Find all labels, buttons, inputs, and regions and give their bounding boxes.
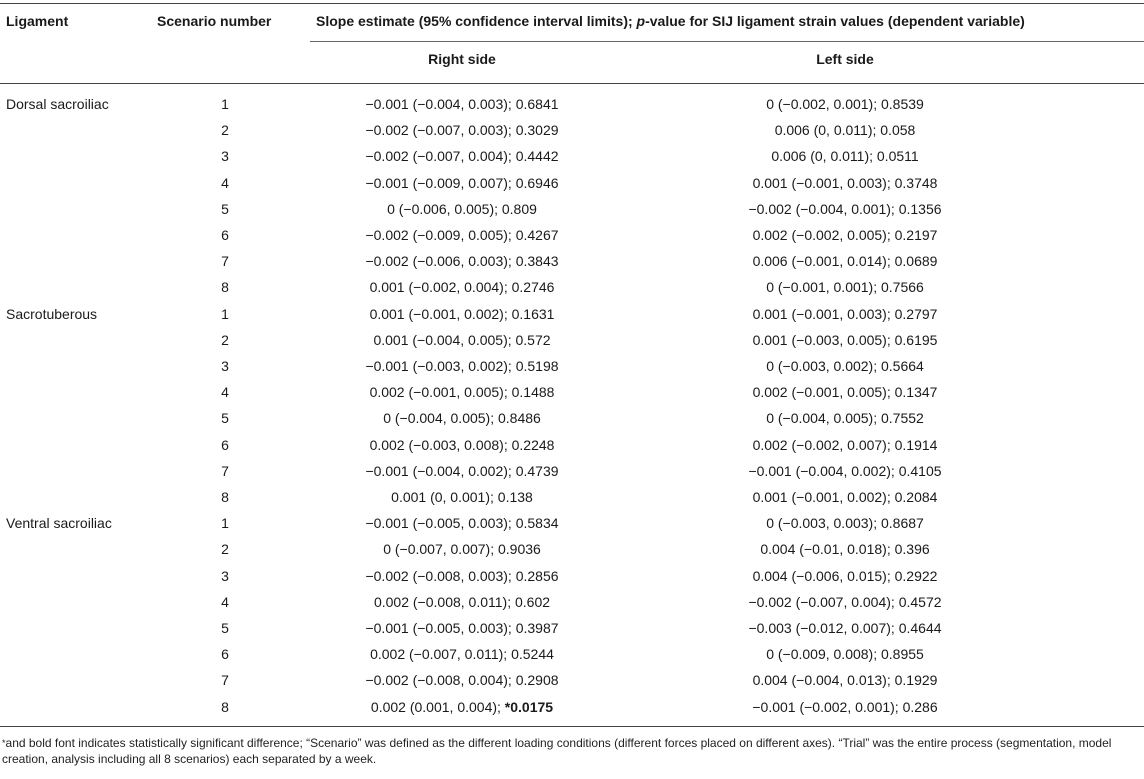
left-side-value: 0.004 (−0.004, 0.013); 0.1929 <box>752 672 938 688</box>
scenario-number: 4 <box>221 384 229 400</box>
right-side-value: −0.002 (−0.009, 0.005); 0.4267 <box>365 227 559 243</box>
scenario-number: 3 <box>221 568 229 584</box>
right-side-value: 0.002 (0.001, 0.004); *0.0175 <box>370 699 554 715</box>
right-side-value: 0.002 (−0.001, 0.005); 0.1488 <box>369 384 555 400</box>
right-side-value: 0.002 (−0.003, 0.008); 0.2248 <box>369 437 555 453</box>
header-rule <box>0 83 1144 84</box>
left-side-value: 0.002 (−0.002, 0.007); 0.1914 <box>752 437 938 453</box>
scenario-number: 7 <box>221 463 229 479</box>
scenario-number: 5 <box>221 201 229 217</box>
left-side-value: 0 (−0.001, 0.001); 0.7566 <box>766 279 924 295</box>
right-side-value: 0.002 (−0.008, 0.011); 0.602 <box>373 594 551 610</box>
left-side-value: 0.001 (−0.001, 0.003); 0.2797 <box>752 306 938 322</box>
scenario-number: 8 <box>221 699 229 715</box>
scenario-number: 5 <box>221 410 229 426</box>
ligament-name: Dorsal sacroiliac <box>6 96 109 112</box>
header-scenario: Scenario number <box>157 13 272 29</box>
left-side-value: −0.001 (−0.002, 0.001); 0.286 <box>752 699 938 715</box>
left-side-value: −0.003 (−0.012, 0.007); 0.4644 <box>748 620 942 636</box>
left-side-value: 0 (−0.003, 0.002); 0.5664 <box>766 358 924 374</box>
left-side-value: −0.001 (−0.004, 0.002); 0.4105 <box>748 463 942 479</box>
footnote <box>2 735 1140 767</box>
scenario-number: 3 <box>221 358 229 374</box>
right-side-value: 0.001 (−0.001, 0.002); 0.1631 <box>369 306 555 322</box>
right-side-value: 0.001 (0, 0.001); 0.138 <box>391 489 533 505</box>
right-side-value: −0.002 (−0.007, 0.004); 0.4442 <box>365 148 559 164</box>
right-side-value: −0.002 (−0.007, 0.003); 0.3029 <box>365 122 559 138</box>
scenario-number: 6 <box>221 437 229 453</box>
footnote-text: and bold font indicates statistically significant difference; “Scenario” was defined as the different loading conditions (different forces placed on different axes). “Trial” was the entire process (segmentation, model creation, analysis including all 8 scenarios) each separated by a week. <box>2 736 1112 766</box>
right-side-value: −0.002 (−0.008, 0.003); 0.2856 <box>365 568 559 584</box>
scenario-number: 5 <box>221 620 229 636</box>
left-side-value: 0 (−0.003, 0.003); 0.8687 <box>766 515 924 531</box>
scenario-number: 1 <box>221 515 229 531</box>
scenario-number: 3 <box>221 148 229 164</box>
right-side-value: 0.001 (−0.004, 0.005); 0.572 <box>373 332 551 348</box>
top-rule <box>0 3 1144 4</box>
footnote-star: * <box>2 738 6 748</box>
ligament-name: Ventral sacroiliac <box>6 515 112 531</box>
left-side-value: 0.002 (−0.002, 0.005); 0.2197 <box>752 227 938 243</box>
right-side-value: −0.001 (−0.009, 0.007); 0.6946 <box>365 175 559 191</box>
scenario-number: 2 <box>221 332 229 348</box>
left-side-value: −0.002 (−0.007, 0.004); 0.4572 <box>748 594 942 610</box>
left-side-value: 0.001 (−0.001, 0.002); 0.2084 <box>752 489 938 505</box>
right-side-value: 0.001 (−0.002, 0.004); 0.2746 <box>369 279 555 295</box>
right-side-value: 0.002 (−0.007, 0.011); 0.5244 <box>370 646 554 662</box>
right-side-value: 0 (−0.006, 0.005); 0.809 <box>387 201 537 217</box>
right-side-value: −0.001 (−0.004, 0.002); 0.4739 <box>365 463 559 479</box>
slope-sub-rule <box>310 41 1144 42</box>
right-side-value: −0.002 (−0.008, 0.004); 0.2908 <box>365 672 559 688</box>
header-slope: Slope estimate (95% confidence interval limits); p-value for SIJ ligament strain values (dependent variable) <box>316 13 1025 29</box>
scenario-number: 8 <box>221 489 229 505</box>
left-side-value: 0.001 (−0.001, 0.003); 0.3748 <box>752 175 938 191</box>
left-side-value: −0.002 (−0.004, 0.001); 0.1356 <box>748 201 942 217</box>
left-side-value: 0.004 (−0.01, 0.018); 0.396 <box>760 541 930 557</box>
left-side-value: 0.002 (−0.001, 0.005); 0.1347 <box>752 384 938 400</box>
scenario-number: 1 <box>221 96 229 112</box>
left-side-value: 0 (−0.004, 0.005); 0.7552 <box>766 410 924 426</box>
scenario-number: 7 <box>221 253 229 269</box>
right-side-value: −0.001 (−0.003, 0.002); 0.5198 <box>365 358 559 374</box>
right-side-value: −0.001 (−0.005, 0.003); 0.3987 <box>365 620 559 636</box>
left-side-value: 0.006 (0, 0.011); 0.0511 <box>771 148 919 164</box>
scenario-number: 6 <box>221 227 229 243</box>
right-side-value: −0.001 (−0.005, 0.003); 0.5834 <box>365 515 559 531</box>
right-side-value: 0 (−0.007, 0.007); 0.9036 <box>383 541 541 557</box>
left-side-value: 0 (−0.009, 0.008); 0.8955 <box>766 646 924 662</box>
right-side-value: −0.001 (−0.004, 0.003); 0.6841 <box>365 96 559 112</box>
right-side-value: 0 (−0.004, 0.005); 0.8486 <box>383 410 541 426</box>
scenario-number: 7 <box>221 672 229 688</box>
scenario-number: 6 <box>221 646 229 662</box>
scenario-number: 4 <box>221 175 229 191</box>
significant-p-value: *0.0175 <box>504 699 554 715</box>
left-side-value: 0 (−0.002, 0.001); 0.8539 <box>766 96 924 112</box>
header-left-side: Left side <box>816 51 874 67</box>
left-side-value: 0.006 (−0.001, 0.014); 0.0689 <box>752 253 938 269</box>
header-ligament: Ligament <box>6 13 69 29</box>
scenario-number: 2 <box>221 122 229 138</box>
right-side-value: −0.002 (−0.006, 0.003); 0.3843 <box>365 253 559 269</box>
scenario-number: 2 <box>221 541 229 557</box>
scenario-number: 4 <box>221 594 229 610</box>
scenario-number: 8 <box>221 279 229 295</box>
left-side-value: 0.001 (−0.003, 0.005); 0.6195 <box>752 332 938 348</box>
header-right-side: Right side <box>428 51 496 67</box>
left-side-value: 0.004 (−0.006, 0.015); 0.2922 <box>752 568 938 584</box>
ligament-name: Sacrotuberous <box>6 306 98 322</box>
p-italic: p <box>636 13 646 29</box>
bottom-rule <box>0 726 1144 727</box>
scenario-number: 1 <box>221 306 229 322</box>
left-side-value: 0.006 (0, 0.011); 0.058 <box>774 122 916 138</box>
